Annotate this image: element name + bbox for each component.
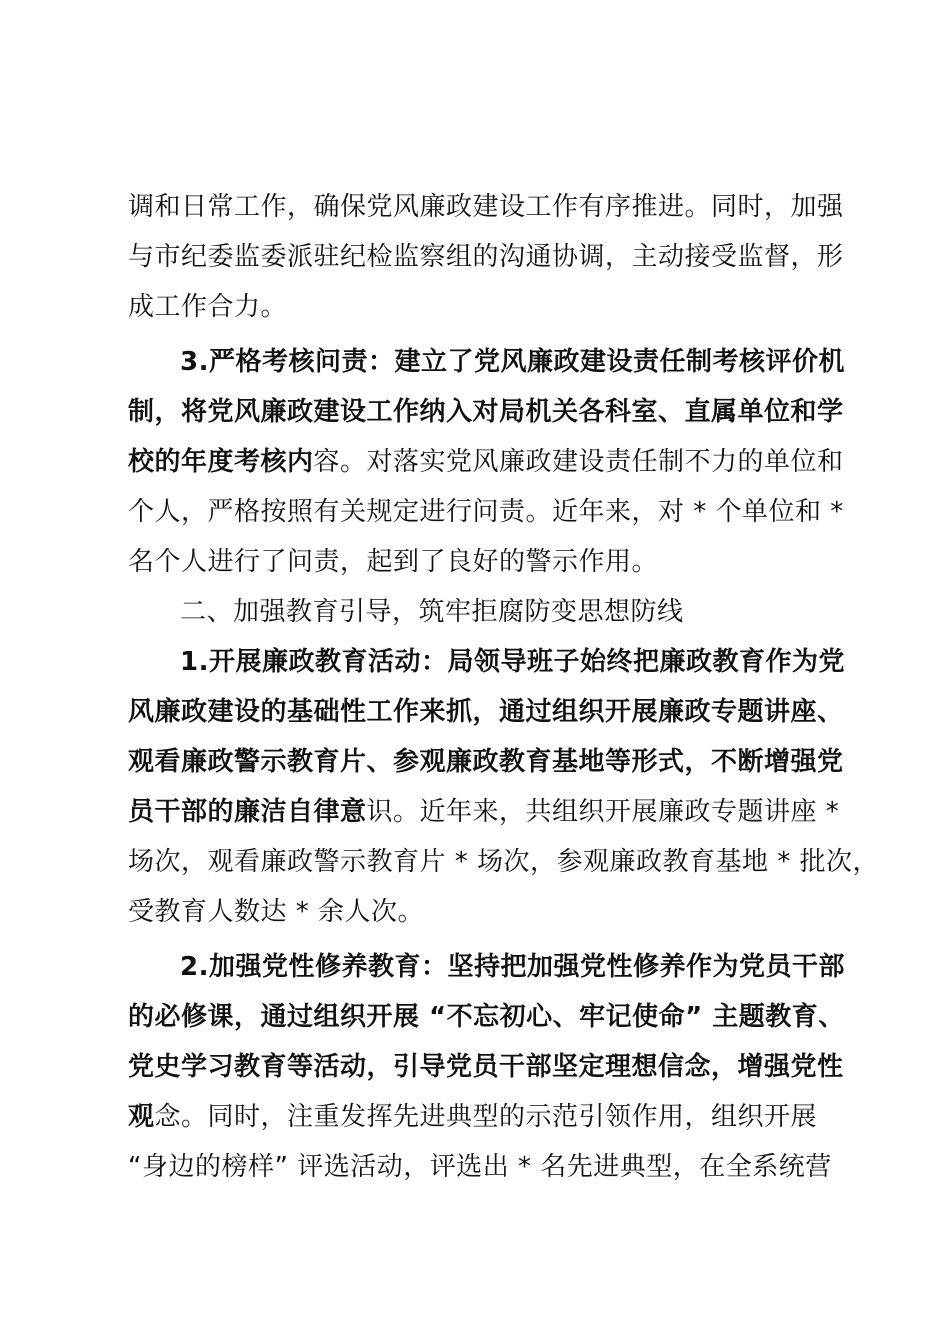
- text-line-5: 制，将党风廉政建设工作纳入对局机关各科室、直属单位和学: [128, 397, 844, 427]
- text-line-12: 观看廉政警示教育片、参观廉政教育基地等形式，不断增强党: [128, 747, 844, 777]
- text-line-7: 个人，严格按照有关规定进行问责。近年来，对 * 个单位和 *: [128, 497, 844, 527]
- text-line-8: 名个人进行了问责，起到了良好的警示作用。: [128, 547, 659, 577]
- section-heading-2: 二、加强教育引导，筑牢拒腐防变思想防线: [180, 597, 684, 627]
- text-line-15: 受教育人数达 * 余人次。: [128, 897, 425, 927]
- paragraph-heading-1: 1.开展廉政教育活动：局领导班子始终把廉政教育作为党: [180, 647, 845, 677]
- paragraph-heading-3: 3.严格考核问责：建立了党风廉政建设责任制考核评价机: [180, 347, 845, 377]
- text-line-13: 员干部的廉洁自律意识。近年来，共组织开展廉政专题讲座 *: [128, 797, 840, 827]
- text-line-11: 风廉政建设的基础性工作来抓，通过组织开展廉政专题讲座、: [128, 697, 844, 727]
- text-line-14: 场次，观看廉政警示教育片 * 场次，参观廉政教育基地 * 批次，: [128, 847, 880, 877]
- text-line-20: “身边的榜样” 评选活动，评选出 * 名先进典型，在全系统营: [128, 1152, 832, 1182]
- text-line-2: 与市纪委监委派驻纪检监察组的沟通协调，主动接受监督，形: [128, 242, 844, 272]
- text-line-17: 的必修课，通过组织开展 “不忘初心、牢记使命” 主题教育、: [128, 1002, 845, 1032]
- document-page: [128, 182, 880, 1192]
- text-line-3: 成工作合力。: [128, 292, 288, 322]
- text-line-1: 调和日常工作，确保党风廉政建设工作有序推进。同时，加强: [128, 192, 844, 222]
- text-line-6: 校的年度考核内容。对落实党风廉政建设责任制不力的单位和: [128, 447, 844, 477]
- text-line-18: 党史学习教育等活动，引导党员干部坚定理想信念，增强党性: [128, 1052, 844, 1082]
- text-line-19: 观念。同时，注重发挥先进典型的示范引领作用，组织开展: [128, 1102, 818, 1132]
- paragraph-heading-2: 2.加强党性修养教育：坚持把加强党性修养作为党员干部: [180, 952, 845, 982]
